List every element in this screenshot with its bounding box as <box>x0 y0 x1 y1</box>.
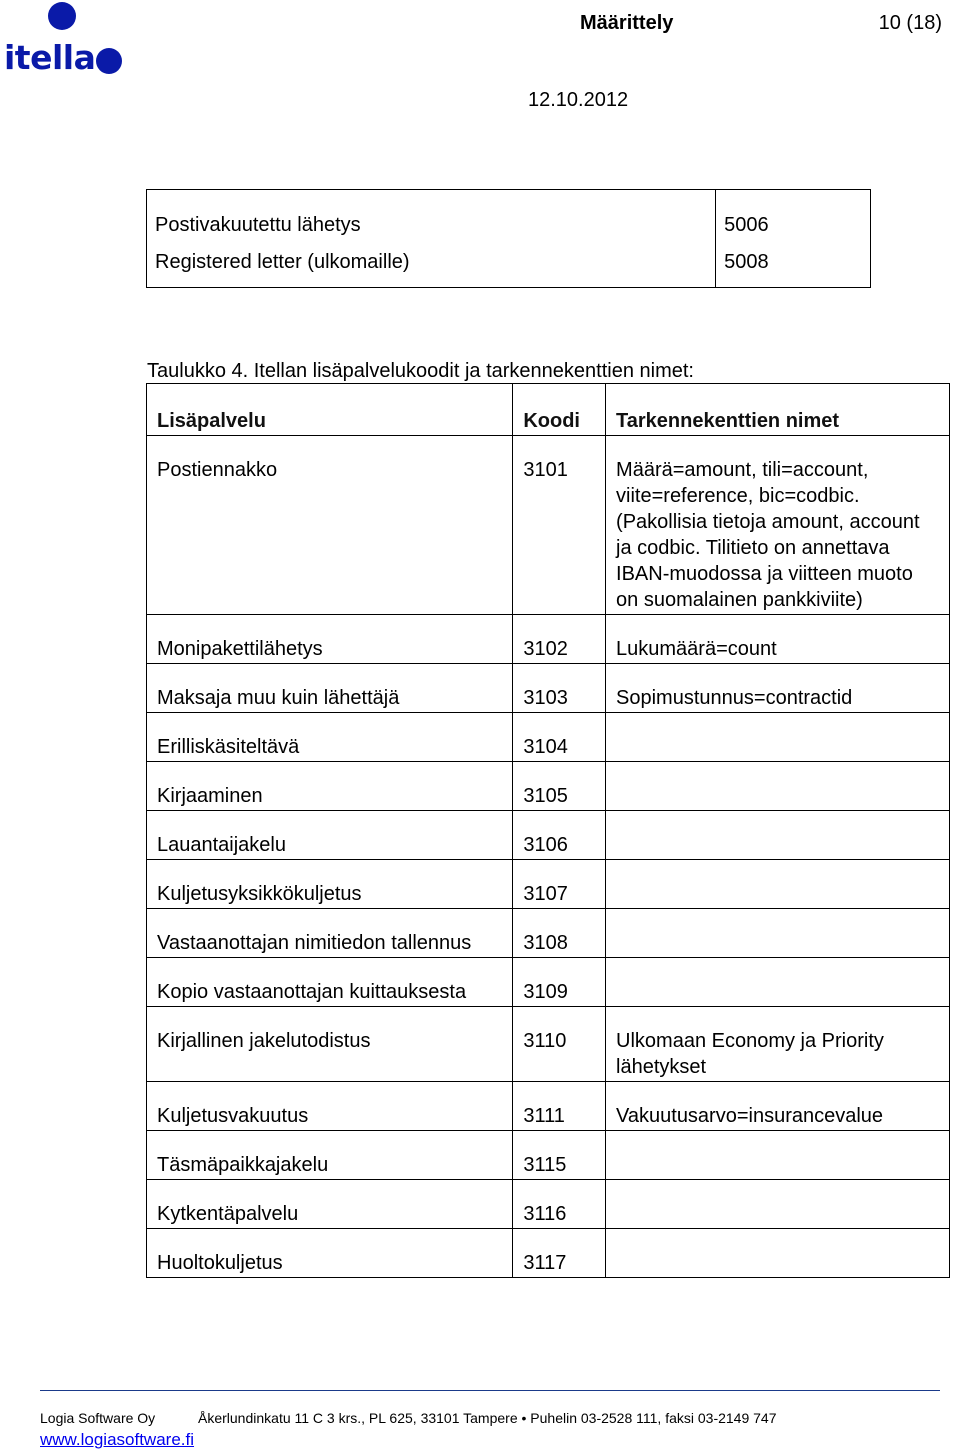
table-row <box>147 860 950 909</box>
logo-dot-icon <box>96 48 122 74</box>
service-name-cell: Vastaanottajan nimitiedon tallennus <box>147 909 513 958</box>
document-title: Määrittely <box>580 12 674 34</box>
service-name-cell: Kuljetusvakuutus <box>147 1082 513 1131</box>
service-name-cell: Huoltokuljetus <box>147 1229 513 1278</box>
page-number: 10 (18) <box>878 12 942 34</box>
table-row <box>147 762 950 811</box>
previous-services-table <box>146 189 871 288</box>
service-code-cell: 5008 <box>716 238 871 287</box>
field-names-cell: Vakuutusarvo=insurancevalue <box>606 1082 950 1131</box>
field-names-cell <box>606 1180 950 1229</box>
logo-dot-icon <box>48 2 76 30</box>
footer-divider <box>40 1390 940 1391</box>
table-header-row <box>147 384 950 436</box>
footer-website-link[interactable]: www.logiasoftware.fi <box>40 1430 195 1449</box>
table-row <box>147 713 950 762</box>
itella-logo <box>0 0 130 80</box>
service-name-cell: Registered letter (ulkomaille) <box>147 238 716 287</box>
field-names-cell <box>606 860 950 909</box>
service-name-cell: Täsmäpaikkajakelu <box>147 1131 513 1180</box>
field-names-cell: Lukumäärä=count <box>606 615 950 664</box>
additional-services-table <box>146 383 950 1278</box>
field-names-cell <box>606 762 950 811</box>
service-name-cell: Monipakettilähetys <box>147 615 513 664</box>
table-row <box>147 436 950 615</box>
table-row <box>147 1180 950 1229</box>
service-code-cell: 3107 <box>513 860 606 909</box>
service-code-cell: 5006 <box>716 190 871 239</box>
service-code-cell: 3108 <box>513 909 606 958</box>
service-code-cell: 3117 <box>513 1229 606 1278</box>
field-names-cell: Ulkomaan Economy ja Priority lähetykset <box>606 1007 950 1082</box>
table-row <box>147 958 950 1007</box>
service-name-cell: Kytkentäpalvelu <box>147 1180 513 1229</box>
footer-company: Logia Software Oy <box>40 1410 156 1426</box>
table-row <box>147 909 950 958</box>
service-code-cell: 3105 <box>513 762 606 811</box>
service-code-cell: 3106 <box>513 811 606 860</box>
service-code-cell: 3102 <box>513 615 606 664</box>
field-names-cell: Määrä=amount, tili=account, viite=reference, bic=codbic. (Pakollisia tietoja amount, account ja codbic. Tilitieto on annettava IBAN-muodossa ja viitteen muoto on suomalainen pankkiviite) <box>606 436 950 615</box>
field-names-cell <box>606 1131 950 1180</box>
table-row <box>147 190 871 239</box>
field-names-cell <box>606 713 950 762</box>
table-row <box>147 615 950 664</box>
service-name-cell: Kuljetusyksikkökuljetus <box>147 860 513 909</box>
service-code-cell: 3104 <box>513 713 606 762</box>
column-header: Lisäpalvelu <box>147 384 513 436</box>
table-row <box>147 664 950 713</box>
document-date: 12.10.2012 <box>528 89 629 111</box>
footer-address: Åkerlundinkatu 11 C 3 krs., PL 625, 33101 Tampere • Puhelin 03-2528 111, faksi 03-2149 747 <box>198 1410 777 1426</box>
service-name-cell: Kirjaaminen <box>147 762 513 811</box>
field-names-cell: Sopimustunnus=contractid <box>606 664 950 713</box>
service-name-cell: Postivakuutettu lähetys <box>147 190 716 239</box>
field-names-cell <box>606 909 950 958</box>
field-names-cell <box>606 958 950 1007</box>
service-name-cell: Erilliskäsiteltävä <box>147 713 513 762</box>
table-row <box>147 238 871 287</box>
table-row <box>147 1131 950 1180</box>
service-code-cell: 3115 <box>513 1131 606 1180</box>
column-header: Tarkennekenttien nimet <box>606 384 950 436</box>
service-name-cell: Postiennakko <box>147 436 513 615</box>
service-code-cell: 3103 <box>513 664 606 713</box>
field-names-cell <box>606 1229 950 1278</box>
service-name-cell: Kirjallinen jakelutodistus <box>147 1007 513 1082</box>
field-names-cell <box>606 811 950 860</box>
service-name-cell: Maksaja muu kuin lähettäjä <box>147 664 513 713</box>
service-code-cell: 3116 <box>513 1180 606 1229</box>
logo-wordmark: itella <box>4 38 96 77</box>
table-row <box>147 1229 950 1278</box>
table-row <box>147 1007 950 1082</box>
column-header: Koodi <box>513 384 606 436</box>
service-code-cell: 3110 <box>513 1007 606 1082</box>
table-row <box>147 811 950 860</box>
service-name-cell: Kopio vastaanottajan kuittauksesta <box>147 958 513 1007</box>
service-code-cell: 3101 <box>513 436 606 615</box>
service-name-cell: Lauantaijakelu <box>147 811 513 860</box>
table-caption: Taulukko 4. Itellan lisäpalvelukoodit ja tarkennekenttien nimet: <box>147 360 694 382</box>
service-code-cell: 3109 <box>513 958 606 1007</box>
table-row <box>147 1082 950 1131</box>
service-code-cell: 3111 <box>513 1082 606 1131</box>
